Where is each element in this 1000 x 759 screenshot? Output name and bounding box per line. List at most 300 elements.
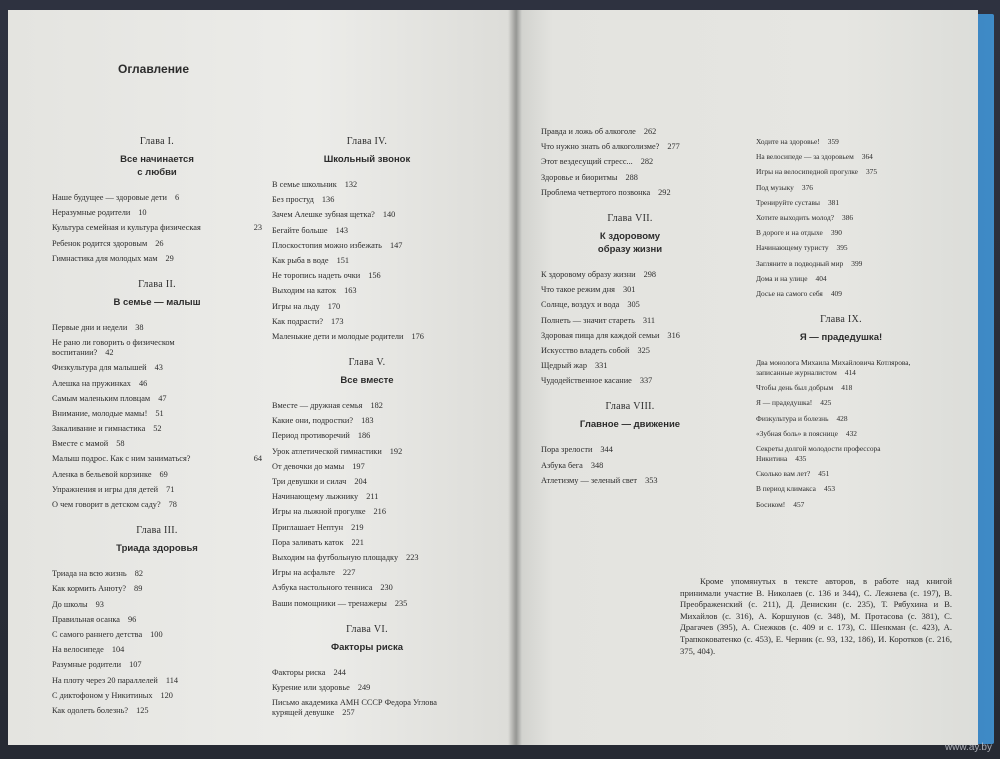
toc-entry-page: 230 (380, 583, 393, 593)
toc-entry-page: 390 (830, 228, 842, 238)
chapter-label: Глава VI. (346, 623, 388, 635)
toc-entry-page: 46 (138, 378, 148, 388)
toc-entry-page: 6 (174, 193, 180, 202)
toc-entry[interactable] (272, 401, 462, 411)
chapter-title (272, 641, 462, 654)
chapter-label: Глава VIII. (605, 401, 655, 413)
toc-entry-title: Аленка в бельевой корзинке (52, 469, 152, 479)
toc-entry[interactable] (52, 208, 262, 218)
toc-entry[interactable] (272, 568, 462, 578)
toc-entry[interactable] (541, 331, 719, 341)
toc-entry[interactable] (52, 500, 262, 510)
toc-entry-title: Атлетизму — зеленый свет (541, 475, 638, 485)
toc-entry-page: 82 (134, 569, 143, 579)
toc-entry[interactable] (756, 398, 926, 408)
toc-entry-page: 78 (168, 500, 177, 509)
toc-entry-title: Гимнастика для молодых мам (52, 253, 158, 263)
toc-entry[interactable] (52, 223, 262, 233)
chapter-label: Глава VII. (607, 212, 653, 224)
toc-entry-title: Солнце, воздух и вода (541, 300, 620, 310)
toc-entry-page: 244 (333, 667, 346, 677)
toc-entry-title: Первые дни и недели (52, 322, 128, 332)
toc-entry-page: 386 (842, 212, 854, 222)
toc-entry-title: Курение или здоровье (272, 682, 350, 692)
toc-entry-page: 249 (357, 682, 371, 692)
toc-entry[interactable] (52, 409, 262, 419)
toc-entry-title: Зачем Алешке зубная щетка? (272, 210, 375, 220)
toc-entry-title: Я — прадедушка! (756, 398, 813, 408)
toc-entry[interactable] (272, 553, 462, 563)
toc-entry[interactable] (52, 569, 262, 579)
toc-entry-page: 107 (129, 660, 142, 670)
toc-entry-title: Здоровая пища для каждой семьи (541, 330, 660, 340)
toc-entry-title: Игры на асфальте (272, 568, 335, 578)
toc-entry-page: 140 (382, 210, 396, 220)
toc-entry[interactable] (52, 424, 262, 434)
toc-entry-page: 227 (342, 568, 356, 578)
chapter-title (272, 153, 462, 166)
toc-entry-title: «Зубная боль» в пояснице (756, 428, 838, 438)
toc-entry-title: Вместе — дружная семья (272, 401, 363, 411)
toc-entry-title: Секреты долгой молодости профессора Никитина (756, 444, 881, 463)
toc-entry-title: Игры на велосипедной прогулке (756, 167, 858, 177)
toc-entry-title: Как рыба в воде (272, 255, 329, 265)
chapter-title (756, 331, 926, 344)
toc-entry[interactable] (541, 376, 719, 386)
toc-entry-page: 376 (801, 182, 813, 192)
toc-entry[interactable] (541, 346, 719, 356)
watermark-text: www.ay.by (944, 742, 992, 753)
toc-entry-title: Чтобы день был добрым (756, 383, 834, 393)
toc-entry[interactable] (272, 698, 462, 718)
toc-entry[interactable] (541, 188, 719, 198)
toc-entry-title: Как кормить Анюту? (52, 584, 127, 594)
toc-entry[interactable] (272, 241, 462, 251)
toc-entry-page: 409 (830, 288, 842, 298)
toc-entry-page: 136 (321, 195, 335, 205)
toc-entry-page: 29 (165, 253, 174, 263)
toc-entry-title: Вместе с мамой (52, 439, 109, 449)
toc-entry-page: 316 (667, 330, 680, 340)
toc-entry-page: 353 (645, 475, 658, 485)
toc-entry[interactable] (52, 394, 262, 404)
toc-entry[interactable] (541, 461, 719, 471)
toc-entry[interactable] (541, 173, 719, 183)
toc-entry[interactable] (541, 157, 719, 167)
toc-entry[interactable] (52, 584, 262, 594)
toc-entry-title: Проблема четвертого позвонка (541, 187, 651, 197)
toc-column-3 (541, 127, 719, 491)
toc-entry-title: Как подрасти? (272, 316, 324, 326)
toc-entry-title: Что такое режим дня (541, 285, 615, 295)
toc-entry-page: 170 (327, 301, 341, 311)
toc-entry-title: Ребенок родится здоровым (52, 238, 148, 248)
toc-entry-page: 348 (590, 460, 604, 470)
toc-entry-page: 425 (820, 398, 832, 408)
toc-entry[interactable] (756, 213, 926, 223)
toc-entry[interactable] (272, 210, 462, 220)
toc-entry-title: Бегайте больше (272, 225, 328, 235)
toc-entry-page: 52 (153, 424, 162, 434)
toc-entry[interactable] (272, 180, 462, 190)
toc-entry-title: Три девушки и силач (272, 477, 347, 486)
toc-entry-page: 219 (351, 522, 364, 532)
toc-entry-page: 331 (594, 361, 608, 371)
toc-column-4 (756, 137, 926, 515)
toc-entry-title: Азбука настольного тенниса (272, 583, 373, 593)
toc-entry-page: 301 (622, 285, 636, 295)
chapter-title (52, 542, 262, 555)
toc-entry[interactable] (272, 668, 462, 678)
toc-entry-page: 182 (370, 401, 383, 411)
toc-entry[interactable] (756, 429, 926, 439)
toc-entry-title: В дороге и на отдыхе (756, 228, 823, 238)
toc-entry-page: 298 (643, 269, 657, 279)
toc-entry[interactable] (272, 477, 462, 487)
toc-entry[interactable] (52, 676, 262, 686)
toc-entry-page: 64 (253, 454, 262, 464)
toc-entry-page: 432 (845, 428, 857, 438)
toc-entry-page: 23 (253, 223, 262, 233)
toc-entry-title: Начинающему лыжнику (272, 492, 359, 502)
toc-entry-page: 311 (642, 315, 656, 325)
toc-entry-title: Разумные родители (52, 660, 122, 670)
toc-entry-page: 176 (411, 331, 424, 341)
chapter-label: Глава IV. (346, 136, 388, 147)
toc-entry-title: Досье на самого себя (756, 288, 823, 298)
toc-entry[interactable] (52, 193, 262, 203)
chapter-title (541, 230, 719, 256)
toc-entry[interactable] (272, 226, 462, 236)
toc-entry-page: 262 (643, 127, 657, 136)
credits-note (680, 576, 952, 657)
toc-entry-page: 58 (116, 439, 125, 449)
chapter-title-line: Все начинается (120, 154, 194, 165)
toc-column-1 (52, 137, 262, 721)
toc-entry-title: Полнеть — значит стареть (541, 315, 635, 325)
toc-entry-page: 457 (793, 499, 805, 509)
toc-entry-title: До школы (52, 599, 88, 609)
toc-entry-page: 173 (331, 316, 344, 326)
toc-entry[interactable] (52, 485, 262, 495)
toc-entry[interactable] (272, 599, 462, 609)
toc-entry[interactable] (756, 137, 926, 147)
toc-entry[interactable] (52, 615, 262, 625)
chapter-title-line: Школьный звонок (323, 154, 411, 165)
chapter-title-line: Факторы риска (331, 641, 403, 653)
toc-entry-page: 69 (159, 469, 168, 479)
toc-entry-page: 100 (150, 629, 163, 639)
toc-entry-title: В период климакса (756, 484, 816, 494)
toc-entry[interactable] (52, 363, 262, 373)
toc-entry[interactable] (52, 691, 262, 701)
toc-entry-title: Не рано ли говорить о физическом воспитании? (52, 338, 175, 358)
toc-entry[interactable] (756, 243, 926, 253)
toc-entry-title: Алешка на пружинках (52, 378, 131, 388)
toc-entry-page: 381 (827, 197, 840, 207)
toc-entry[interactable] (272, 195, 462, 205)
toc-entry[interactable] (756, 289, 926, 299)
toc-entry-title: От девочки до мамы (272, 461, 345, 471)
toc-entry-page: 435 (795, 454, 807, 463)
toc-entry[interactable] (272, 431, 462, 441)
toc-entry-title: Упражнения и игры для детей (52, 484, 159, 494)
toc-entry-page: 96 (127, 614, 137, 624)
toc-entry[interactable] (756, 500, 926, 510)
toc-column-2 (272, 137, 462, 723)
toc-entry-title: О чем говорит в детском саду? (52, 500, 161, 509)
toc-entry[interactable] (52, 239, 262, 249)
toc-entry-title: Босиком! (756, 499, 786, 509)
toc-entry[interactable] (52, 439, 262, 449)
toc-entry-title: Два монолога Михаила Михайловича Котлярова, записанные журналистом (756, 358, 911, 378)
toc-entry-page: 235 (394, 598, 408, 608)
toc-entry-page: 453 (823, 484, 836, 494)
toc-entry[interactable] (541, 285, 719, 295)
chapter-title-line: В семье — малыш (113, 296, 201, 308)
toc-entry[interactable] (272, 507, 462, 517)
toc-entry-title: Дома и на улице (756, 273, 808, 283)
toc-entry-title: Закаливание и гимнастика (52, 424, 146, 434)
toc-entry[interactable] (541, 142, 719, 152)
toc-entry[interactable] (52, 470, 262, 480)
chapter-label: Глава IX. (820, 314, 862, 326)
toc-entry[interactable] (52, 254, 262, 264)
toc-entry-title: Ходите на здоровье! (756, 137, 820, 146)
chapter-label: Глава III. (136, 525, 178, 537)
toc-entry[interactable] (756, 228, 926, 238)
toc-entry-title: Пора заливать каток (272, 537, 344, 547)
toc-entry-page: 282 (640, 157, 654, 167)
toc-entry-page: 104 (111, 645, 125, 655)
toc-entry[interactable] (756, 167, 926, 177)
toc-entry-page: 221 (351, 537, 364, 547)
toc-entry-title: Ваши помощники — тренажеры (272, 598, 387, 608)
toc-entry-title: Этот вездесущий стресс... (541, 157, 633, 167)
toc-entry[interactable] (272, 256, 462, 266)
toc-entry-page: 414 (844, 368, 856, 378)
credits-text: Кроме упомянутых в тексте авторов, в работе над книгой принимали участие В. Николаев (с. 136 и 344), С. Лежнева (с. 197), В. Преображенский (с. 211), Д. Денискин (с. 235), Т. Рябухина и В. Михайлов (с. 316), А. Коршунов (с. 348), М. Протасова (с. 381), С. Драгачев (395), А. Снежков (с. 409 и с. 173), С. Шенкман (с. 423), А. Трапкоковатенко (с. 453), Е. Черник (с. 93, 132, 186), И. Коротков (с. 216, 375, 404). (680, 576, 952, 656)
toc-entry[interactable] (52, 379, 262, 389)
toc-entry-title: Плоскостопия можно избежать (272, 240, 382, 250)
toc-entry-title: Загляните в подводный мир (756, 258, 844, 268)
toc-title: Оглавление (118, 62, 189, 76)
toc-entry-page: 89 (134, 584, 143, 594)
toc-entry-title: Игры на льду (272, 301, 320, 311)
toc-entry[interactable] (272, 583, 462, 593)
toc-entry-page: 395 (836, 243, 848, 253)
toc-entry-title: Малыш подрос. Как с ним заниматься? (52, 454, 191, 464)
toc-entry[interactable] (756, 198, 926, 208)
toc-entry-page: 120 (160, 690, 173, 700)
toc-entry-title: Сколько вам лет? (756, 469, 811, 479)
toc-entry[interactable] (541, 361, 719, 371)
toc-entry[interactable] (272, 317, 462, 327)
toc-entry-title: Какие они, подростки? (272, 416, 354, 426)
toc-entry-page: 211 (366, 492, 379, 502)
toc-entry-page: 147 (389, 240, 403, 250)
toc-entry-title: Азбука бега (541, 460, 583, 470)
toc-entry-page: 277 (667, 142, 680, 152)
toc-entry-page: 43 (154, 363, 163, 373)
toc-entry-title: Что нужно знать об алкоголизме? (541, 142, 660, 152)
toc-entry[interactable] (541, 127, 719, 137)
toc-entry[interactable] (52, 338, 262, 358)
toc-entry[interactable] (52, 645, 262, 655)
toc-entry-page: 151 (336, 255, 350, 265)
toc-entry[interactable] (272, 462, 462, 472)
toc-entry-page: 292 (658, 187, 671, 197)
toc-entry-title: Под музыку (756, 182, 794, 192)
toc-entry-title: Как одолеть болезнь? (52, 705, 129, 715)
toc-entry-page: 337 (639, 376, 653, 386)
toc-entry-page: 375 (865, 167, 878, 177)
toc-entry-title: Хотите выходить молод? (756, 212, 835, 222)
toc-entry-page: 114 (165, 675, 179, 685)
book-gutter (508, 10, 522, 745)
toc-entry[interactable] (272, 286, 462, 296)
toc-entry-title: Выходим на каток (272, 286, 337, 296)
toc-entry-page: 451 (818, 469, 830, 479)
chapter-label: Глава V. (348, 357, 386, 369)
toc-entry[interactable] (756, 152, 926, 162)
toc-entry-title: Начинающему туристу (756, 243, 829, 253)
toc-entry-page: 364 (861, 152, 873, 162)
toc-entry[interactable] (272, 302, 462, 312)
toc-entry-title: На плоту через 20 параллелей (52, 675, 158, 685)
toc-entry[interactable] (272, 416, 462, 426)
toc-entry[interactable] (541, 476, 719, 486)
toc-entry-page: 344 (600, 445, 613, 455)
toc-entry-title: В семье школьник (272, 180, 337, 189)
toc-entry-title: Период противоречий (272, 431, 350, 441)
chapter-title-line: Главное — движение (579, 419, 681, 431)
toc-entry-page: 93 (95, 599, 104, 609)
toc-entry-page: 359 (827, 137, 839, 146)
toc-entry[interactable] (52, 706, 262, 716)
chapter-title (541, 418, 719, 431)
toc-entry[interactable] (272, 523, 462, 533)
toc-entry-page: 38 (135, 322, 144, 332)
toc-entry-title: Неразумные родители (52, 208, 131, 218)
toc-entry-title: Тренируйте суставы (756, 197, 820, 207)
toc-entry[interactable] (52, 600, 262, 610)
toc-entry-title: Приглашает Нептун (272, 522, 344, 532)
toc-entry-page: 71 (166, 484, 175, 494)
toc-entry-page: 42 (105, 348, 114, 358)
toc-entry[interactable] (272, 332, 462, 342)
toc-entry-title: Триада на всю жизнь (52, 569, 127, 579)
toc-entry[interactable] (52, 323, 262, 333)
toc-entry[interactable] (272, 447, 462, 457)
toc-entry[interactable] (541, 300, 719, 310)
toc-entry-title: Наше будущее — здоровые дети (52, 193, 167, 202)
toc-entry[interactable] (541, 445, 719, 455)
chapter-title (272, 374, 462, 387)
toc-entry[interactable] (756, 259, 926, 269)
toc-entry-page: 125 (136, 705, 149, 715)
chapter-label: Глава II. (138, 278, 176, 290)
toc-entry[interactable] (756, 444, 926, 464)
chapter-title (52, 153, 262, 179)
toc-entry-title: С самого раннего детства (52, 629, 143, 639)
toc-entry-title: Внимание, молодые мамы! (52, 408, 148, 418)
chapter-title (52, 296, 262, 309)
toc-entry-page: 51 (155, 408, 164, 418)
toc-entry[interactable] (756, 183, 926, 193)
chapter-title-line: с любви (137, 167, 177, 178)
toc-entry-title: Выходим на футбольную площадку (272, 552, 399, 562)
toc-entry-page: 399 (851, 258, 863, 268)
toc-entry-page: 183 (361, 416, 374, 426)
toc-entry-page: 26 (155, 238, 164, 248)
toc-entry-title: Искусство владеть собой (541, 345, 630, 355)
toc-entry-page: 428 (836, 413, 848, 423)
toc-entry-page: 156 (368, 271, 381, 281)
chapter-title-line: Я — прадедушка! (799, 332, 883, 344)
toc-entry-title: Физкультура для малышей (52, 363, 147, 373)
toc-entry-title: Урок атлетической гимнастики (272, 446, 382, 456)
toc-entry-title: На велосипеде — за здоровьем (756, 152, 854, 162)
toc-entry-title: С диктофоном у Никитиных (52, 690, 153, 700)
toc-entry-title: Игры на лыжной прогулке (272, 507, 366, 517)
toc-entry-page: 305 (627, 300, 640, 310)
toc-entry[interactable] (52, 630, 262, 640)
toc-entry-page: 223 (406, 552, 419, 562)
toc-entry-title: Чудодейственное касание (541, 376, 632, 386)
toc-entry-title: Здоровье и биоритмы (541, 172, 618, 182)
toc-entry-title: Физкультура и болезнь (756, 413, 829, 423)
chapter-title-line: К здоровому (599, 230, 661, 242)
toc-entry[interactable] (541, 270, 719, 280)
toc-entry-page: 10 (138, 208, 147, 218)
chapter-title-line: Все вместе (340, 375, 394, 387)
toc-entry[interactable] (756, 469, 926, 479)
toc-entry-page: 132 (344, 180, 358, 189)
toc-entry[interactable] (541, 316, 719, 326)
toc-entry[interactable] (756, 383, 926, 393)
toc-entry[interactable] (272, 538, 462, 548)
toc-entry-page: 404 (815, 273, 827, 283)
toc-entry-title: Факторы риска (272, 667, 326, 677)
toc-entry[interactable] (52, 660, 262, 670)
toc-entry-title: Без простуд (272, 195, 314, 205)
toc-entry-page: 204 (354, 477, 367, 486)
toc-entry[interactable] (756, 484, 926, 494)
toc-entry-title: На велосипеде (52, 645, 104, 655)
toc-entry[interactable] (756, 358, 926, 378)
toc-entry-title: Пора зрелости (541, 445, 593, 455)
toc-entry[interactable] (52, 454, 262, 464)
toc-entry[interactable] (756, 274, 926, 284)
toc-entry-page: 216 (373, 507, 386, 517)
toc-entry[interactable] (272, 271, 462, 281)
toc-entry[interactable] (272, 492, 462, 502)
chapter-label: Глава I. (139, 136, 175, 147)
toc-entry-title: Самым маленьким пловцам (52, 393, 151, 403)
toc-entry-title: Правда и ложь об алкоголе (541, 127, 636, 136)
toc-entry[interactable] (756, 414, 926, 424)
toc-entry-page: 186 (357, 431, 371, 441)
toc-entry-page: 257 (342, 708, 355, 718)
toc-entry-page: 143 (335, 225, 349, 235)
toc-entry-page: 197 (352, 461, 365, 471)
toc-entry-title: Щедрый жар (541, 361, 587, 371)
toc-entry[interactable] (272, 683, 462, 693)
toc-entry-page: 47 (158, 393, 167, 403)
toc-entry-page: 325 (637, 345, 650, 355)
toc-entry-page: 288 (625, 172, 638, 182)
